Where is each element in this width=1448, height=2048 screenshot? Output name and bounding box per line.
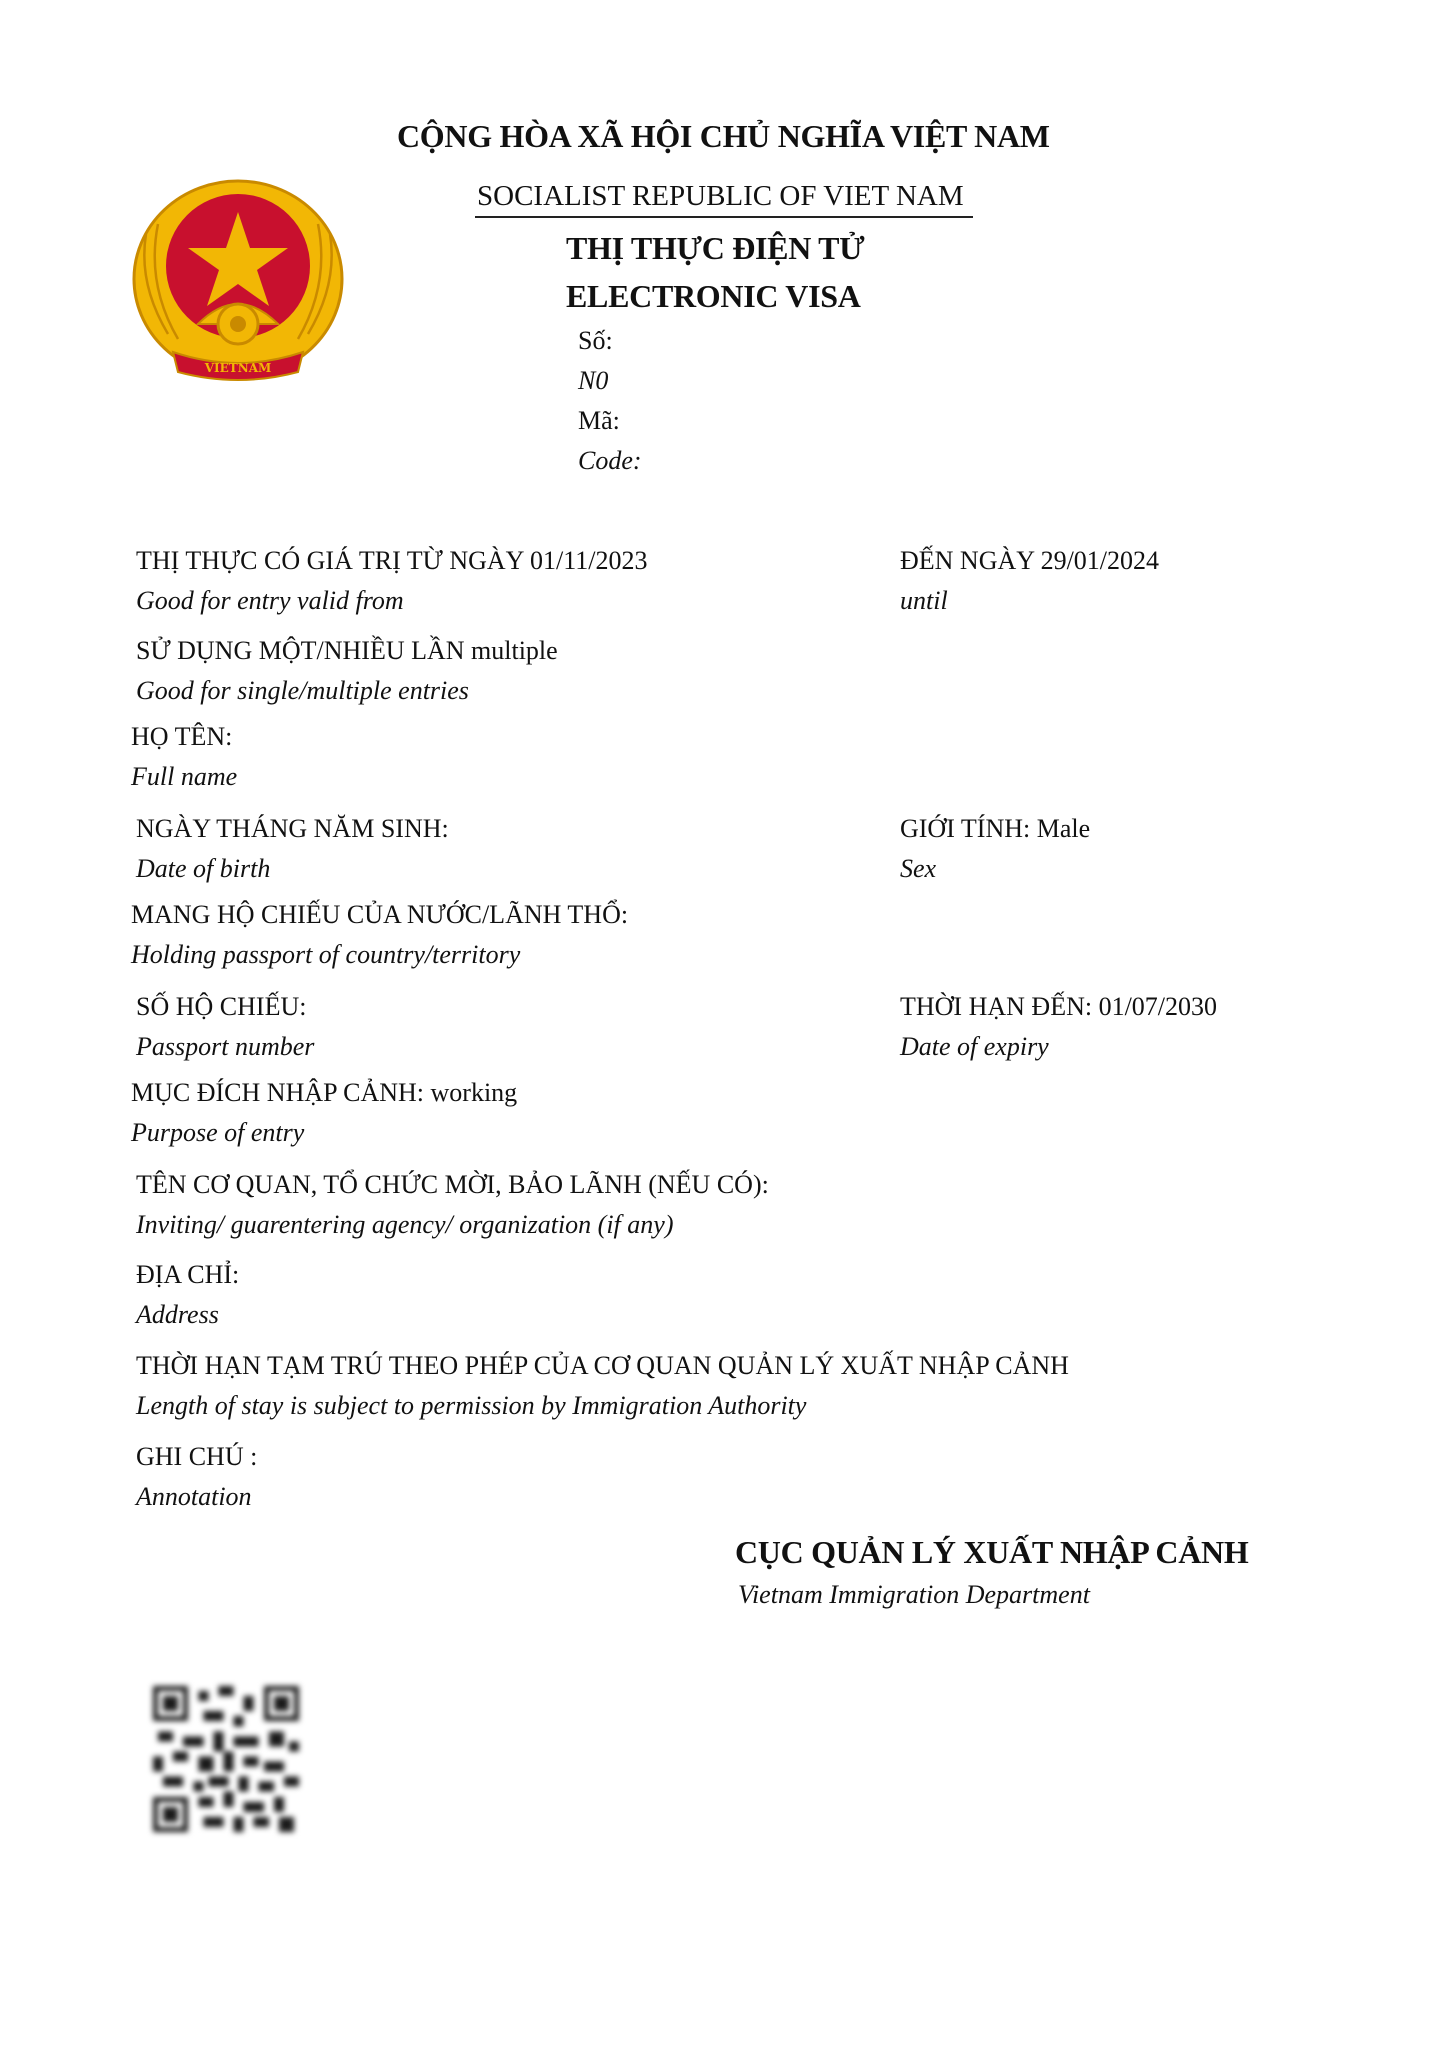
expiry-label-en: Date of expiry xyxy=(900,1032,1049,1061)
qr-code-icon xyxy=(153,1686,299,1832)
inviting-agency-label: TÊN CƠ QUAN, TỔ CHỨC MỜI, BẢO LÃNH (NẾU CÓ): xyxy=(136,1170,769,1199)
full-name-label-en: Full name xyxy=(131,762,238,791)
entries-label: SỬ DỤNG MỘT/NHIỀU LẦN multiple xyxy=(136,636,558,665)
passport-country-label-en: Holding passport of country/territory xyxy=(131,940,521,969)
valid-from-label: THỊ THỰC CÓ GIÁ TRỊ TỪ NGÀY 01/11/2023 xyxy=(136,546,648,575)
visa-number-label: Số: xyxy=(578,326,613,355)
valid-until-label-en: until xyxy=(900,586,948,615)
passport-country-label: MANG HỘ CHIẾU CỦA NƯỚC/LÃNH THỔ: xyxy=(131,900,629,929)
visa-title-en: ELECTRONIC VISA xyxy=(566,278,861,314)
country-name-vn: CỘNG HÒA XÃ HỘI CHỦ NGHĨA VIỆT NAM xyxy=(397,118,1050,154)
issuer-name-vn: CỤC QUẢN LÝ XUẤT NHẬP CẢNH xyxy=(735,1534,1249,1570)
full-name-label: HỌ TÊN: xyxy=(131,722,233,751)
date-of-birth-label-en: Date of birth xyxy=(136,854,271,883)
passport-number-label-en: Passport number xyxy=(136,1032,315,1061)
address-label: ĐỊA CHỈ: xyxy=(136,1260,240,1289)
length-of-stay-label-en: Length of stay is subject to permission by Immigration Authority xyxy=(136,1391,807,1420)
purpose-label-en: Purpose of entry xyxy=(131,1118,305,1147)
annotation-label: GHI CHÚ : xyxy=(136,1442,258,1471)
annotation-label-en: Annotation xyxy=(136,1482,252,1511)
valid-until-label: ĐẾN NGÀY 29/01/2024 xyxy=(900,546,1160,575)
expiry-label: THỜI HẠN ĐẾN: 01/07/2030 xyxy=(900,992,1218,1021)
valid-from-label-en: Good for entry valid from xyxy=(136,586,404,615)
issuer-name-en: Vietnam Immigration Department xyxy=(738,1580,1090,1609)
national-emblem-icon xyxy=(128,174,348,394)
sex-label-en: Sex xyxy=(900,854,937,883)
purpose-label: MỤC ĐÍCH NHẬP CẢNH: working xyxy=(131,1078,518,1107)
length-of-stay-label: THỜI HẠN TẠM TRÚ THEO PHÉP CỦA CƠ QUAN QUẢN LÝ XUẤT NHẬP CẢNH xyxy=(136,1351,1069,1380)
header-underline xyxy=(475,216,973,218)
address-label-en: Address xyxy=(136,1300,219,1329)
passport-number-label: SỐ HỘ CHIẾU: xyxy=(136,992,307,1021)
visa-title-vn: THỊ THỰC ĐIỆN TỬ xyxy=(566,230,865,266)
visa-number-label-en: N0 xyxy=(578,366,609,395)
entries-label-en: Good for single/multiple entries xyxy=(136,676,469,705)
sex-label: GIỚI TÍNH: Male xyxy=(900,814,1091,843)
inviting-agency-label-en: Inviting/ guarentering agency/ organization (if any) xyxy=(136,1210,674,1239)
emblem-banner-text: VIETNAM xyxy=(204,361,272,375)
visa-code-label-en: Code: xyxy=(578,446,642,475)
country-name-en: SOCIALIST REPUBLIC OF VIET NAM xyxy=(477,180,964,212)
visa-code-label: Mã: xyxy=(578,406,620,435)
date-of-birth-label: NGÀY THÁNG NĂM SINH: xyxy=(136,814,449,843)
